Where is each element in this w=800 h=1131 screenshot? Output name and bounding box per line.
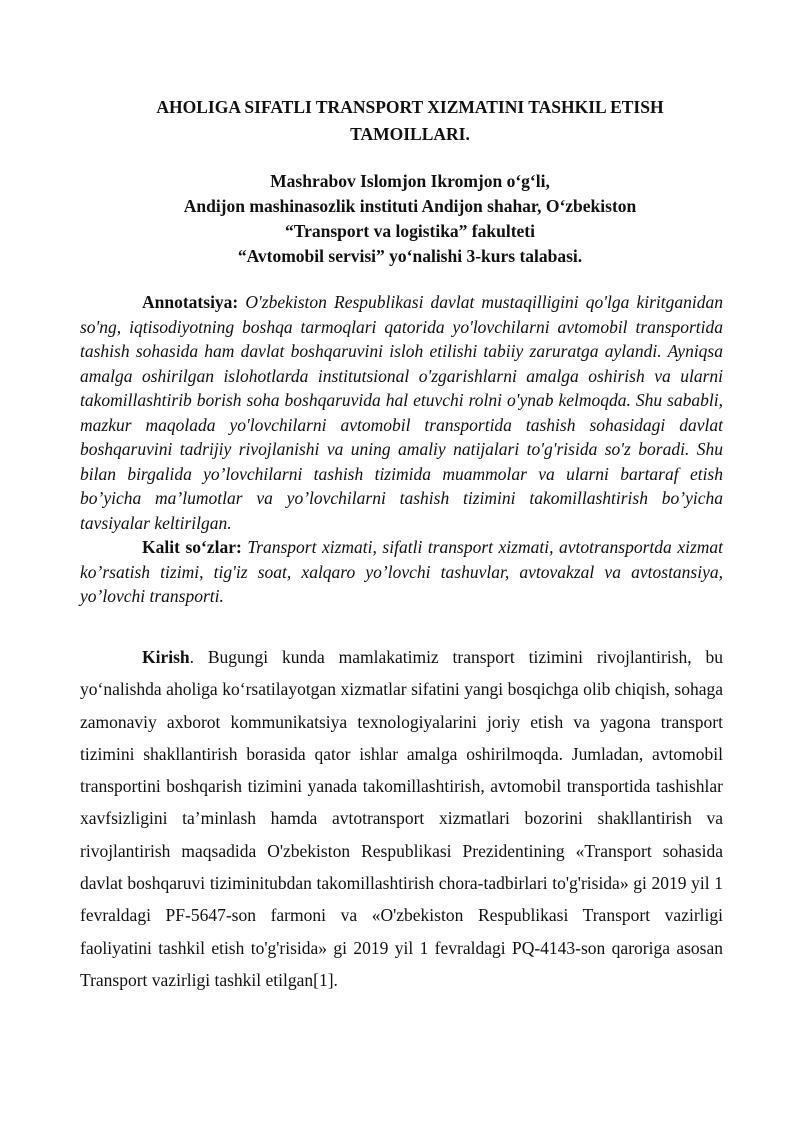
title-line-2: TAMOILLARI. <box>350 124 470 144</box>
author-program: “Avtomobil servisi” yo‘nalishi 3-kurs talabasi. <box>237 246 583 266</box>
author-name: Mashrabov Islomjon Ikromjon o‘g‘li, <box>270 171 550 191</box>
author-block <box>80 169 740 269</box>
intro-label: Kirish <box>142 647 190 667</box>
intro-text: . Bugungi kunda mamlakatimiz transport tizimini rivojlantirish, bu yo‘nalishda aholiga ko‘rsatilayotgan xizmatlar sifatini yangi bosqichga olib chiqish, sohaga zamonaviy axborot kommunikatsiya texnologiyalarini joriy etish va yagona transport tizimini shakllantirish borasida qator ishlar amalga oshirilmoqda. Jumladan, avtomobil transportini boshqarish tizimini yanada takomillashtirish, avtomobil transportida tashishlar xavfsizligini ta’minlash hamda avtotransport xizmatlari bozorini shakllantirish va rivojlantirish maqsadida O'zbekiston Respublikasi Prezidentining «Transport sohasida davlat boshqaruvi tiziminitubdan takomillashtirish chora-tadbirlari to'g'risida» gi 2019 yil 1 fevraldagi PF-5647-son farmoni va «O'zbekiston Respublikasi Transport vazirligi faoliyatini tashkil etish to'g'risida» gi 2019 yil 1 fevraldagi PQ-4143-son qaroriga asosan Transport vazirligi tashkil etilgan[1]. <box>80 647 723 990</box>
keywords-paragraph <box>80 535 723 609</box>
abstract-section <box>80 290 723 609</box>
introduction-section <box>80 641 723 996</box>
author-institute: Andijon mashinasozlik instituti Andijon shahar, O‘zbekiston <box>183 196 637 216</box>
keywords-text: Transport xizmati, sifatli transport xizmati, avtotransportda xizmat ko’rsatish tizimi, tig'iz soat, xalqaro yo’lovchi tashuvlar, avtovakzal va avtostansiya, yo’lovchi transporti. <box>80 537 724 606</box>
keywords-label: Kalit so‘zlar: <box>142 537 242 557</box>
intro-paragraph <box>80 641 723 996</box>
abstract-paragraph <box>80 290 723 535</box>
abstract-text: O'zbekiston Respublikasi davlat mustaqilligini qo'lga kiritganidan so'ng, iqtisodiyotning boshqa tarmoqlari qatorida yo'lovchilarni avtomobil transportida tashish sohasida ham davlat boshqaruvini isloh etilishi tabiiy zaruratga aylandi. Ayniqsa amalga oshirilgan islohotlarda institutsional o'zgarishlarni amalga oshirish va ularni takomillashtirib borish soha boshqaruvida hal etuvchi rolni o'ynab kelmoqda. Shu sababli, mazkur maqolada yo'lovchilarni avtomobil transportida tashish sohasidagi davlat boshqaruvini tadrijiy rivojlanishi va uning amaliy natijalari to'g'risida so'z boradi. Shu bilan birgalida yo’lovchilarni tashish tizimida muammolar va ularni bartaraf etish bo’yicha ma’lumotlar va yo’lovchilarni tashish tizimini takomillashtirish bo’yicha tavsiyalar keltirilgan. <box>80 292 724 533</box>
author-faculty: “Transport va logistika” fakulteti <box>284 221 536 241</box>
paper-title <box>100 94 720 148</box>
abstract-label: Annotatsiya: <box>142 292 239 312</box>
title-line-1: AHOLIGA SIFATLI TRANSPORT XIZMATINI TASHKIL ETISH <box>156 97 664 117</box>
